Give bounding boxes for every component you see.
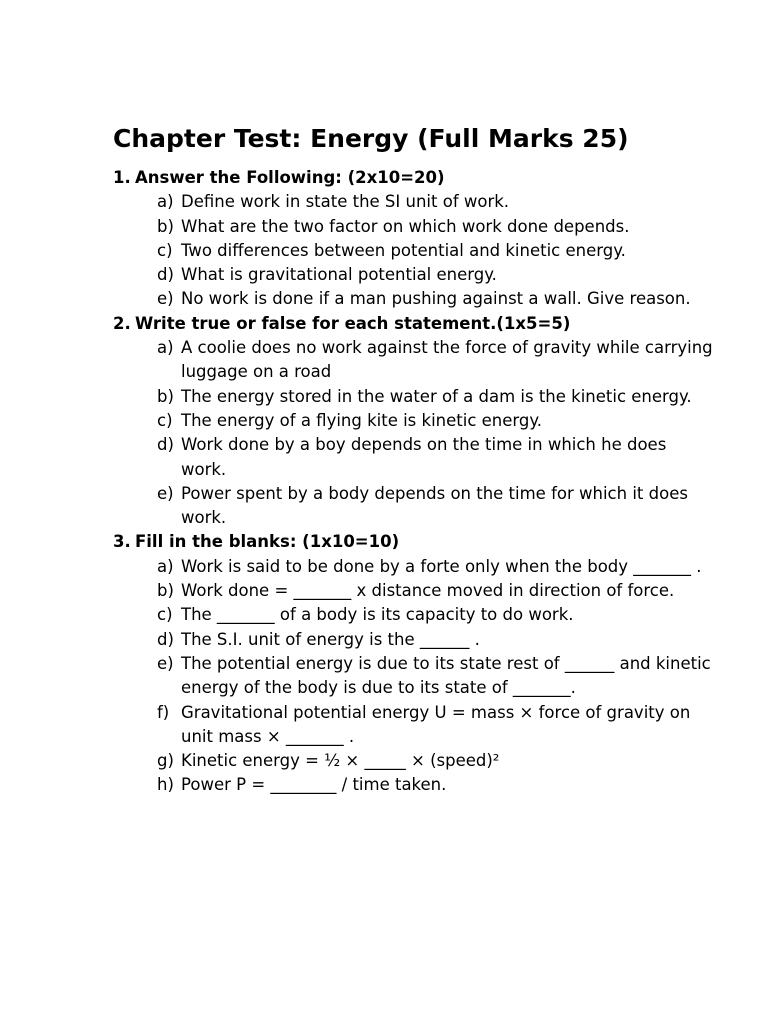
question-letter: d) xyxy=(157,629,174,649)
question-item xyxy=(113,287,713,311)
question-letter: c) xyxy=(157,410,173,430)
section-number: 3. xyxy=(113,532,131,552)
question-text: Two differences between potential and kinetic energy. xyxy=(181,240,626,260)
question-letter: d) xyxy=(157,435,174,455)
question-section xyxy=(113,530,713,797)
question-letter: b) xyxy=(157,386,174,406)
question-letter: e) xyxy=(157,289,174,309)
question-text: What are the two factor on which work done depends. xyxy=(181,216,630,236)
question-item xyxy=(113,385,713,409)
section-heading xyxy=(113,530,713,554)
question-item xyxy=(113,239,713,263)
question-item xyxy=(113,555,713,579)
question-text: The energy of a flying kite is kinetic energy. xyxy=(181,410,543,430)
question-item xyxy=(113,263,713,287)
question-letter: b) xyxy=(157,216,174,236)
question-letter: e) xyxy=(157,653,174,673)
question-text: Work is said to be done by a forte only when the body _______ . xyxy=(181,556,702,576)
question-item xyxy=(113,603,713,627)
section-heading-text: Answer the Following: (2x10=20) xyxy=(135,168,445,187)
question-item xyxy=(113,701,713,750)
section-number: 2. xyxy=(113,313,131,333)
question-item xyxy=(113,190,713,214)
question-item xyxy=(113,336,713,385)
question-item xyxy=(113,579,713,603)
question-letter: a) xyxy=(157,556,174,576)
question-text: Power spent by a body depends on the time for which it does work. xyxy=(181,483,688,528)
question-letter: c) xyxy=(157,605,173,625)
question-text: Work done by a boy depends on the time in which he does work. xyxy=(181,435,667,479)
question-letter: c) xyxy=(157,240,173,260)
question-letter: b) xyxy=(157,581,174,601)
section-number: 1. xyxy=(113,168,131,187)
question-text: Power P = ________ / time taken. xyxy=(181,775,447,795)
question-letter: d) xyxy=(157,265,174,285)
question-text: Gravitational potential energy U = mass × force of gravity on unit mass × _______ . xyxy=(181,702,691,746)
question-letter: h) xyxy=(157,775,174,795)
question-text: The potential energy is due to its state rest of ______ and kinetic energy of the body is due to its state of _______. xyxy=(181,653,711,698)
question-letter: e) xyxy=(157,483,174,503)
question-item xyxy=(113,652,713,701)
question-text: Kinetic energy = ½ × _____ × (speed)² xyxy=(181,751,500,771)
question-text: The _______ of a body is its capacity to do work. xyxy=(181,605,574,625)
question-list xyxy=(113,190,713,311)
page-title: Chapter Test: Energy (Full Marks 25) xyxy=(113,124,629,153)
question-item xyxy=(113,215,713,239)
question-item xyxy=(113,773,713,797)
question-item xyxy=(113,409,713,433)
question-text: The energy stored in the water of a dam is the kinetic energy. xyxy=(181,386,692,406)
question-list xyxy=(113,555,713,798)
section-heading-text: Fill in the blanks: (1x10=10) xyxy=(135,532,400,552)
question-letter: g) xyxy=(157,751,174,771)
question-text: The S.I. unit of energy is the ______ . xyxy=(181,629,480,649)
question-text: Define work in state the SI unit of work. xyxy=(181,192,510,212)
question-item xyxy=(113,628,713,652)
question-text: Work done = _______ x distance moved in direction of force. xyxy=(181,581,675,601)
section-heading-text: Write true or false for each statement.(1x5=5) xyxy=(135,313,571,333)
question-letter: f) xyxy=(157,702,170,722)
question-letter: a) xyxy=(157,192,174,212)
question-item xyxy=(113,433,713,482)
section-heading xyxy=(113,312,713,336)
section-heading xyxy=(113,166,713,190)
question-list xyxy=(113,336,713,530)
question-section xyxy=(113,312,713,531)
question-sections xyxy=(113,166,713,798)
question-section xyxy=(113,166,713,312)
question-text: What is gravitational potential energy. xyxy=(181,265,497,285)
question-item xyxy=(113,482,713,531)
question-text: No work is done if a man pushing against a wall. Give reason. xyxy=(181,289,691,309)
question-item xyxy=(113,749,713,773)
question-text: A coolie does no work against the force of gravity while carrying luggage on a road xyxy=(181,338,713,382)
question-letter: a) xyxy=(157,338,174,358)
